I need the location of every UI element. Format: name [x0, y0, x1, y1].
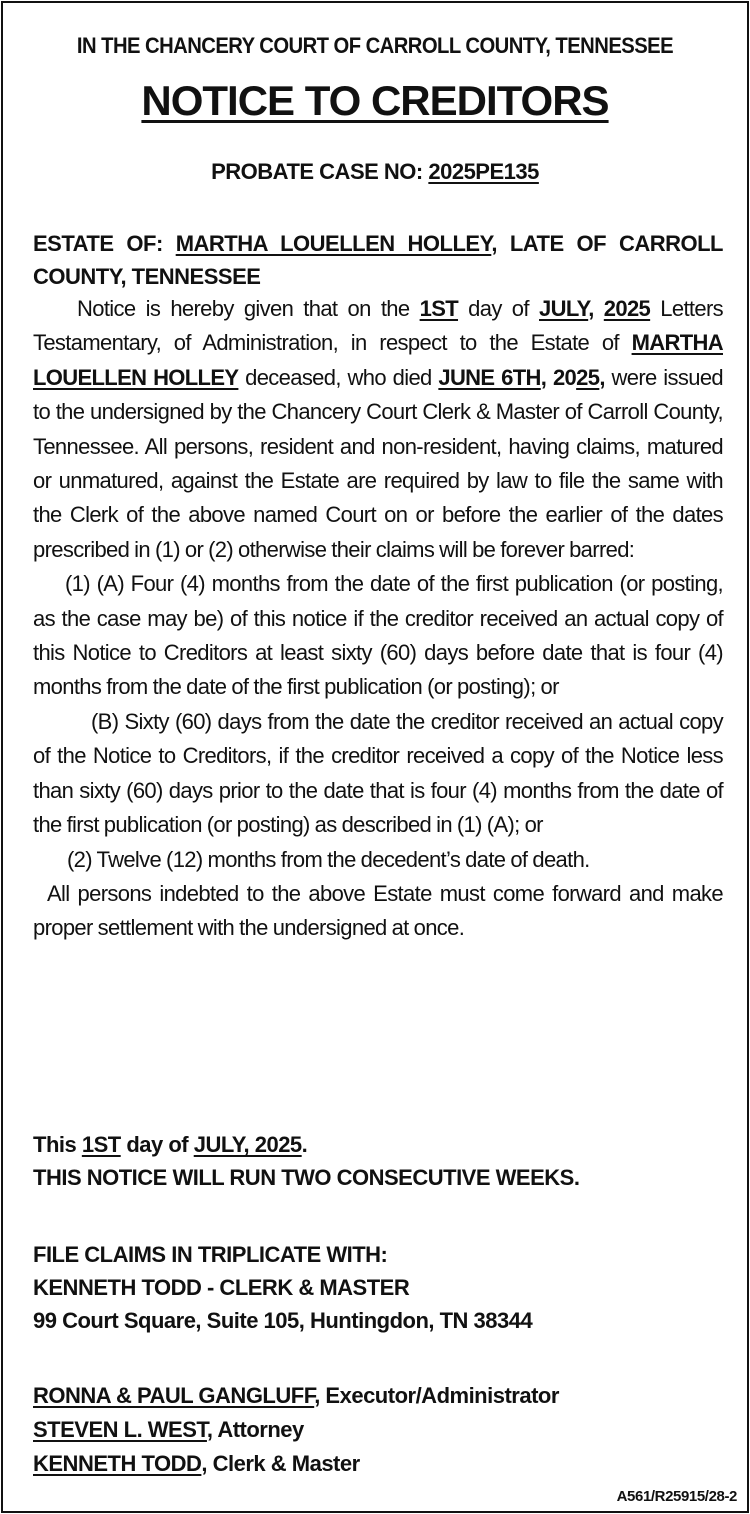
death-year-part-b: 25: [576, 364, 600, 390]
estate-name: MARTHA LOUELLEN HOLLEY: [175, 231, 492, 256]
dated-middle: day of: [120, 1132, 194, 1157]
issue-year: 2025: [603, 296, 651, 321]
p1-comma-2: ,: [540, 364, 553, 390]
dated-block: [33, 1128, 723, 1194]
case-number-line: [3, 159, 747, 185]
signer-attorney: [33, 1413, 723, 1447]
p1-text-d: deceased, who died: [238, 364, 439, 390]
signer-role: , Attorney: [206, 1417, 304, 1442]
signer-role: , Executor/Administrator: [314, 1383, 559, 1408]
p1-text-a: Notice is hereby given that on the: [77, 296, 420, 321]
estate-label: ESTATE OF:: [33, 231, 163, 256]
legal-notice: [1, 1, 749, 1513]
p1-text-e: were issued to the undersigned by the Chancery Court Clerk & Master of Carroll County, Tennessee. All persons, resident and non-resident, having claims, matured or unmatured, against the Estate are required by law to file the same with the Clerk of the above named Court on or before the earlier of the dates prescribed in (1) or (2) otherwise their claims will be forever barred:: [33, 364, 723, 562]
case-label: PROBATE CASE NO:: [211, 159, 423, 184]
notice-body: [33, 292, 723, 946]
ad-reference: A561/R25915/28-2: [616, 1488, 737, 1505]
run-notice: THIS NOTICE WILL RUN TWO CONSECUTIVE WEEKS.: [33, 1165, 580, 1190]
issue-month: JULY: [539, 296, 589, 321]
claims-heading: FILE CLAIMS IN TRIPLICATE WITH:: [33, 1242, 388, 1267]
claims-clerk: KENNETH TODD - CLERK & MASTER: [33, 1275, 410, 1300]
estate-suffix: , LATE OF CARROLL COUNTY, TENNESSEE: [33, 231, 723, 289]
body-paragraph-3: (B) Sixty (60) days from the date the creditor received an actual copy of the Notice to Creditors, if the creditor received a copy of the Notice less than sixty (60) days prior to the date that is four (4) months from the date of the first publication (or posting) as described in (1) (A); or: [33, 708, 723, 838]
body-paragraph-1: [33, 292, 723, 567]
signer-executor: [33, 1379, 723, 1413]
dated-line: [33, 1128, 723, 1161]
p1-comma-3: ,: [599, 364, 605, 390]
decedent-name: MARTHA LOUELLEN HOLLEY: [33, 330, 723, 390]
signers-block: [33, 1379, 723, 1481]
notice-title: [3, 77, 747, 125]
notice-title-text: NOTICE TO CREDITORS: [141, 77, 609, 124]
p1-text-c: Letters Testamentary, of Administration, in respect to the Estate of: [33, 296, 723, 356]
claims-address: 99 Court Square, Suite 105, Huntingdon, TN 38344: [33, 1308, 533, 1333]
dated-prefix: This: [33, 1132, 82, 1157]
claims-block: [33, 1238, 723, 1337]
death-year-part-a: 20: [552, 364, 577, 390]
signer-role: , Clerk & Master: [201, 1451, 360, 1476]
estate-line: [33, 227, 723, 293]
case-number: 2025PE135: [428, 159, 539, 184]
dated-date: JULY, 2025: [193, 1132, 302, 1157]
body-paragraph-4: (2) Twelve (12) months from the decedent’s date of death.: [67, 846, 590, 872]
signer-clerk: [33, 1447, 723, 1481]
p1-text-b: day of: [458, 296, 539, 321]
dated-suffix: .: [301, 1132, 308, 1157]
signer-name: KENNETH TODD: [33, 1451, 202, 1476]
p1-comma: ,: [588, 296, 604, 321]
issue-day: 1ST: [419, 296, 459, 321]
signer-name: RONNA & PAUL GANGLUFF: [33, 1383, 315, 1408]
body-paragraph-5: All persons indebted to the above Estate must come forward and make proper settlement with the undersigned at once.: [33, 880, 723, 941]
court-heading: IN THE CHANCERY COURT OF CARROLL COUNTY, TENNESSEE: [76, 33, 674, 58]
signer-name: STEVEN L. WEST: [33, 1417, 207, 1442]
death-date: JUNE 6TH: [438, 364, 541, 390]
dated-day: 1ST: [81, 1132, 121, 1157]
body-paragraph-2: (1) (A) Four (4) months from the date of the first publication (or posting, as the case may be) of this notice if the creditor received an actual copy of this Notice to Creditors at least sixty (60) days before date that is four (4) months from the date of the first publication (or posting); or: [33, 571, 723, 700]
